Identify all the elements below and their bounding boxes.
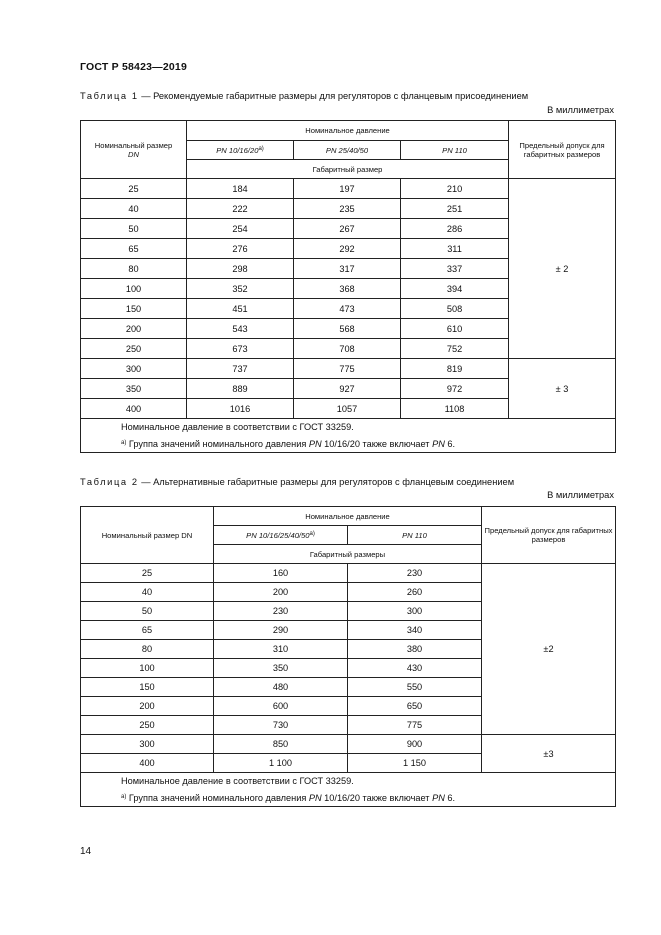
table-cell: 550 <box>348 678 482 697</box>
table-row <box>81 735 616 754</box>
table2-header-pressure: Номинальное давление <box>214 507 482 526</box>
table1-header-dn: Номинальный размер DN <box>81 121 187 179</box>
table-cell: 473 <box>294 299 401 319</box>
table-cell: 900 <box>348 735 482 754</box>
table-cell: 80 <box>81 640 214 659</box>
table-cell: 250 <box>81 339 187 359</box>
table-cell: 337 <box>401 259 509 279</box>
table-cell: 650 <box>348 697 482 716</box>
table-cell: 235 <box>294 199 401 219</box>
table-cell: 708 <box>294 339 401 359</box>
table-cell: 254 <box>187 219 294 239</box>
table-row <box>81 359 616 379</box>
table-cell: 1016 <box>187 399 294 419</box>
table-cell: 40 <box>81 199 187 219</box>
table-cell: 290 <box>214 621 348 640</box>
table-cell: 451 <box>187 299 294 319</box>
tolerance-group-1: ± 2 <box>509 179 616 359</box>
table-cell: 210 <box>401 179 509 199</box>
table2-header-pn1: PN 10/16/25/40/50$^{a)}$ <box>214 526 348 545</box>
table-cell: 200 <box>81 319 187 339</box>
table-cell: 368 <box>294 279 401 299</box>
table-cell: 80 <box>81 259 187 279</box>
tolerance-group-1: ±2 <box>482 564 616 735</box>
table-cell: 230 <box>348 564 482 583</box>
table-cell: 380 <box>348 640 482 659</box>
table-cell: 65 <box>81 239 187 259</box>
table1-header-pn3: PN 110 <box>401 141 509 160</box>
table-cell: 927 <box>294 379 401 399</box>
table-cell: 150 <box>81 299 187 319</box>
table2 <box>80 506 616 807</box>
table-cell: 267 <box>294 219 401 239</box>
table1-header-pn2: PN 25/40/50 <box>294 141 401 160</box>
table-cell: 673 <box>187 339 294 359</box>
table-cell: 752 <box>401 339 509 359</box>
table1-note: Номинальное давление в соответствии с ГОСТ 33259. <box>121 422 354 432</box>
table-cell: 352 <box>187 279 294 299</box>
table-cell: 184 <box>187 179 294 199</box>
table-cell: 394 <box>401 279 509 299</box>
tolerance-group-2: ± 3 <box>509 359 616 419</box>
table-cell: 730 <box>214 716 348 735</box>
table1-caption-label: Таблица 1 <box>80 91 139 101</box>
table-cell: 508 <box>401 299 509 319</box>
table-cell: 150 <box>81 678 214 697</box>
table2-units: В миллиметрах <box>547 490 614 500</box>
table-cell: 100 <box>81 279 187 299</box>
table-cell: 298 <box>187 259 294 279</box>
table-cell: 300 <box>81 359 187 379</box>
table-cell: 222 <box>187 199 294 219</box>
table-row <box>81 179 616 199</box>
table2-header-pn2: PN 110 <box>348 526 482 545</box>
table1 <box>80 120 616 453</box>
table-cell: 1108 <box>401 399 509 419</box>
table-cell: 400 <box>81 754 214 773</box>
table2-footnote: $^{a)}$ Группа значений номинального давления PN 10/16/20 также включает PN 6. <box>121 793 456 803</box>
table-cell: 100 <box>81 659 214 678</box>
table2-header-size: Габаритный размеры <box>214 545 482 564</box>
table-cell: 317 <box>294 259 401 279</box>
table-cell: 50 <box>81 602 214 621</box>
table-cell: 350 <box>81 379 187 399</box>
table-cell: 400 <box>81 399 187 419</box>
table-cell: 430 <box>348 659 482 678</box>
table2-notes <box>81 773 616 807</box>
table-cell: 292 <box>294 239 401 259</box>
tolerance-group-2: ±3 <box>482 735 616 773</box>
table-row <box>81 564 616 583</box>
table-cell: 197 <box>294 179 401 199</box>
table1-header-tolerance: Предельный допуск для габаритных размеров <box>509 121 616 179</box>
table-cell: 972 <box>401 379 509 399</box>
table-cell: 311 <box>401 239 509 259</box>
table-cell: 340 <box>348 621 482 640</box>
table-cell: 610 <box>401 319 509 339</box>
document-id: ГОСТ Р 58423—2019 <box>80 61 188 73</box>
table1-caption <box>80 91 528 101</box>
table2-caption-label: Таблица 2 <box>80 477 139 487</box>
table-cell: 819 <box>401 359 509 379</box>
table-cell: 737 <box>187 359 294 379</box>
table-cell: 543 <box>187 319 294 339</box>
table-cell: 25 <box>81 179 187 199</box>
page-number: 14 <box>80 846 92 857</box>
table-cell: 568 <box>294 319 401 339</box>
table-cell: 1 100 <box>214 754 348 773</box>
table2-note: Номинальное давление в соответствии с ГОСТ 33259. <box>121 776 354 786</box>
table2-header-tolerance: Предельный допуск для габаритных размеров <box>482 507 616 564</box>
table1-header-size: Габаритный размер <box>187 160 509 179</box>
table2-caption-text: — Альтернативные габаритные размеры для регуляторов с фланцевым соединением <box>138 477 515 487</box>
table-cell: 889 <box>187 379 294 399</box>
table1-header-pn1: PN 10/16/20$^{a)}$ <box>187 141 294 160</box>
table-cell: 50 <box>81 219 187 239</box>
table-cell: 200 <box>214 583 348 602</box>
table-cell: 775 <box>294 359 401 379</box>
table-cell: 300 <box>348 602 482 621</box>
table-cell: 310 <box>214 640 348 659</box>
table-cell: 40 <box>81 583 214 602</box>
table-cell: 260 <box>348 583 482 602</box>
table-cell: 200 <box>81 697 214 716</box>
table1-units: В миллиметрах <box>547 105 614 115</box>
table-cell: 276 <box>187 239 294 259</box>
table2-header-dn: Номинальный размер DN <box>81 507 214 564</box>
table-cell: 286 <box>401 219 509 239</box>
table1-caption-text: — Рекомендуемые габаритные размеры для регуляторов с фланцевым присоединением <box>138 91 529 101</box>
table-cell: 300 <box>81 735 214 754</box>
table-cell: 230 <box>214 602 348 621</box>
table-cell: 350 <box>214 659 348 678</box>
table-cell: 1 150 <box>348 754 482 773</box>
table-cell: 1057 <box>294 399 401 419</box>
table1-header-pressure: Номинальное давление <box>187 121 509 141</box>
table-cell: 160 <box>214 564 348 583</box>
table-cell: 600 <box>214 697 348 716</box>
table2-caption <box>80 477 514 487</box>
table-cell: 25 <box>81 564 214 583</box>
table-cell: 480 <box>214 678 348 697</box>
table-cell: 251 <box>401 199 509 219</box>
table1-footnote: $^{a)}$ Группа значений номинального давления PN 10/16/20 также включает PN 6. <box>121 439 456 449</box>
table-cell: 250 <box>81 716 214 735</box>
table-cell: 775 <box>348 716 482 735</box>
table-cell: 65 <box>81 621 214 640</box>
table-cell: 850 <box>214 735 348 754</box>
table1-notes <box>81 419 616 453</box>
